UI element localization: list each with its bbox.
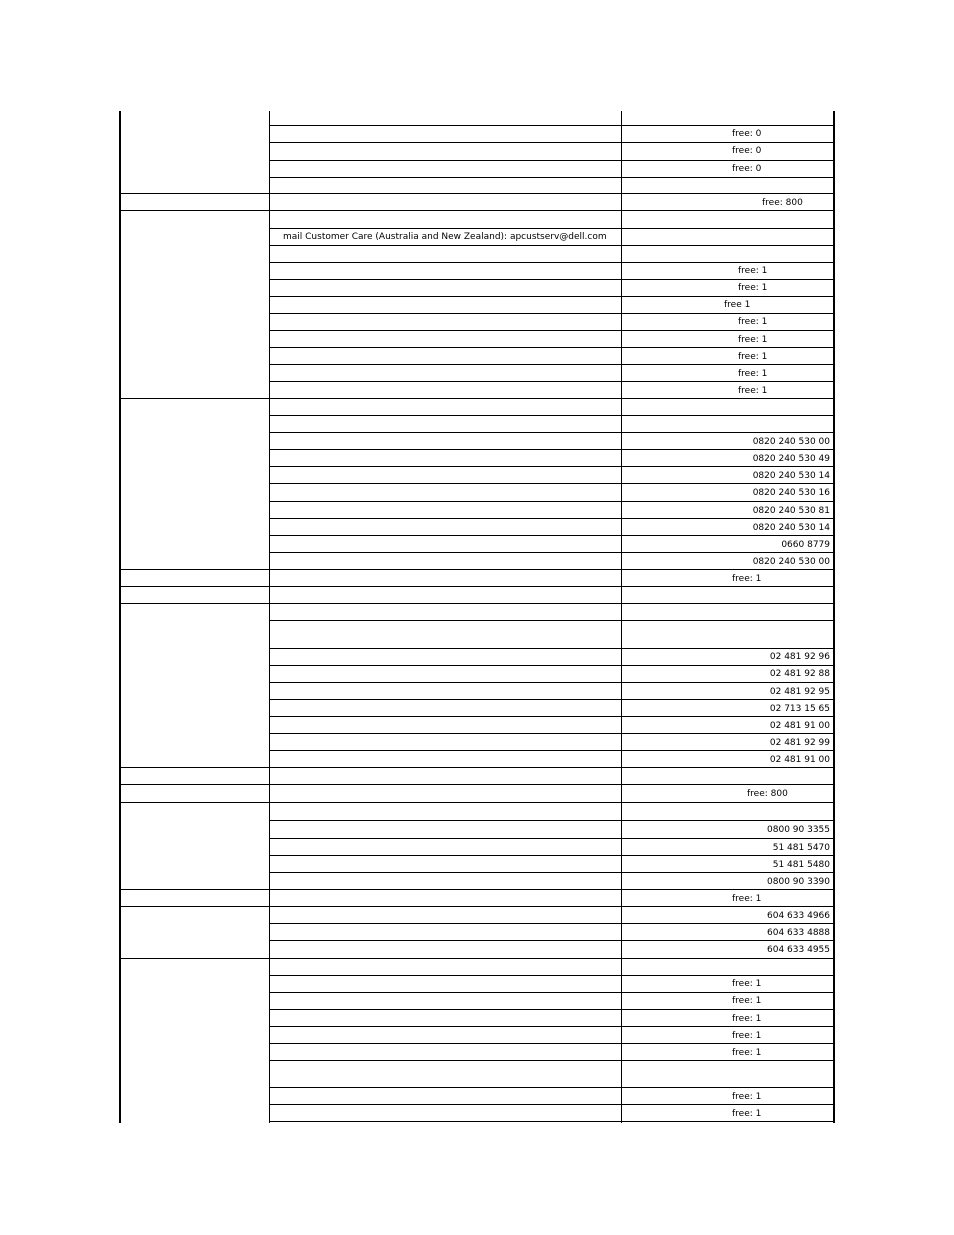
row-divider [270,620,834,621]
row-divider [120,569,834,570]
row-divider [270,923,834,924]
table-cell-value: free: 1 [732,979,762,989]
table-cell-value: free: 1 [732,1109,762,1119]
row-divider [270,518,834,519]
row-divider [270,330,834,331]
row-divider [270,313,834,314]
row-divider [270,228,834,229]
row-divider [120,193,834,194]
row-divider [270,992,834,993]
row-divider [270,750,834,751]
row-divider [270,1121,834,1122]
table-cell-value: 0820 240 530 81 [752,506,830,516]
row-divider [120,802,834,803]
row-divider [120,784,834,785]
table-cell-value: free: 1 [732,1048,762,1058]
table-cell-value: 02 481 92 99 [769,738,830,748]
table-cell-value: free: 1 [738,266,768,276]
row-divider [270,347,834,348]
row-divider [270,296,834,297]
table-cell-value: free: 1 [732,1092,762,1102]
table-cell-value: free: 0 [732,146,762,156]
row-divider [120,958,834,959]
table-cell-value: free: 1 [738,335,768,345]
row-divider [120,586,834,587]
table-cell-value: free: 0 [732,164,762,174]
row-divider [270,975,834,976]
row-divider [270,449,834,450]
row-divider [120,398,834,399]
row-divider [270,177,834,178]
row-divider [270,245,834,246]
row-divider [270,381,834,382]
table-cell-value: free 1 [724,300,751,310]
row-divider [270,364,834,365]
row-divider [120,210,834,211]
table-cell-value: free: 1 [738,352,768,362]
row-divider [270,1087,834,1088]
table-cell-value: 604 633 4966 [767,911,830,921]
table-cell-value: 02 481 92 88 [769,669,830,679]
table-cell-value: free: 800 [762,198,803,208]
table-cell-value: 604 633 4888 [767,928,830,938]
row-divider [270,501,834,502]
row-divider [270,535,834,536]
row-divider [270,855,834,856]
table-cell-value: free: 1 [738,369,768,379]
table-cell-value: 51 481 5470 [772,843,830,853]
row-divider [270,279,834,280]
row-divider [270,940,834,941]
row-divider [120,906,834,907]
row-divider [270,665,834,666]
table-cell-value: free: 1 [738,317,768,327]
table-cell-value: 0820 240 530 14 [752,471,830,481]
row-divider [120,889,834,890]
row-divider [270,1026,834,1027]
row-divider [270,733,834,734]
table-cell-value: 0820 240 530 00 [752,437,830,447]
row-divider [270,1009,834,1010]
table-cell-value: 0820 240 530 49 [752,454,830,464]
row-divider [270,648,834,649]
table-cell-value: 0660 8779 [781,540,830,550]
table-cell-value: 02 481 92 95 [769,687,830,697]
row-divider [270,820,834,821]
table-cell-value: 51 481 5480 [772,860,830,870]
table-cell-value: free: 1 [732,574,762,584]
row-divider [270,699,834,700]
table-cell-value: free: 1 [738,386,768,396]
column-border-left [119,111,121,1123]
table-cell-value: free: 1 [732,996,762,1006]
row-divider [270,125,834,126]
table-cell-value: free: 1 [732,894,762,904]
table-cell-value: 02 481 91 00 [769,721,830,731]
table-cell-value: 02 713 15 65 [769,704,830,714]
row-divider [270,262,834,263]
table-cell-value: free: 1 [732,1031,762,1041]
table-cell-value: 0820 240 530 00 [752,557,830,567]
row-divider [270,160,834,161]
table-cell-value: 604 633 4955 [767,945,830,955]
row-divider [270,872,834,873]
table-cell-value: 02 481 91 00 [769,755,830,765]
row-divider [270,552,834,553]
row-divider [270,432,834,433]
table-cell-value: free: 800 [747,789,788,799]
row-divider [270,682,834,683]
table-cell-value: 02 481 92 96 [769,652,830,662]
table-cell-value: free: 0 [732,129,762,139]
table-cell-value: free: 1 [732,1014,762,1024]
row-divider [270,466,834,467]
table-cell-value: 0820 240 530 16 [752,488,830,498]
row-divider [270,1043,834,1044]
row-divider [270,1060,834,1061]
row-divider [270,483,834,484]
row-divider [270,415,834,416]
row-divider [270,838,834,839]
table-cell-value: 0800 90 3355 [767,825,830,835]
email-contact-text: mail Customer Care (Australia and New Zealand): apcustserv@dell.com [283,232,607,242]
row-divider [120,603,834,604]
table-cell-value: 0800 90 3390 [767,877,830,887]
row-divider [120,767,834,768]
row-divider [270,1104,834,1105]
table-cell-value: free: 1 [738,283,768,293]
row-divider [270,716,834,717]
row-divider [270,142,834,143]
table-cell-value: 0820 240 530 14 [752,523,830,533]
